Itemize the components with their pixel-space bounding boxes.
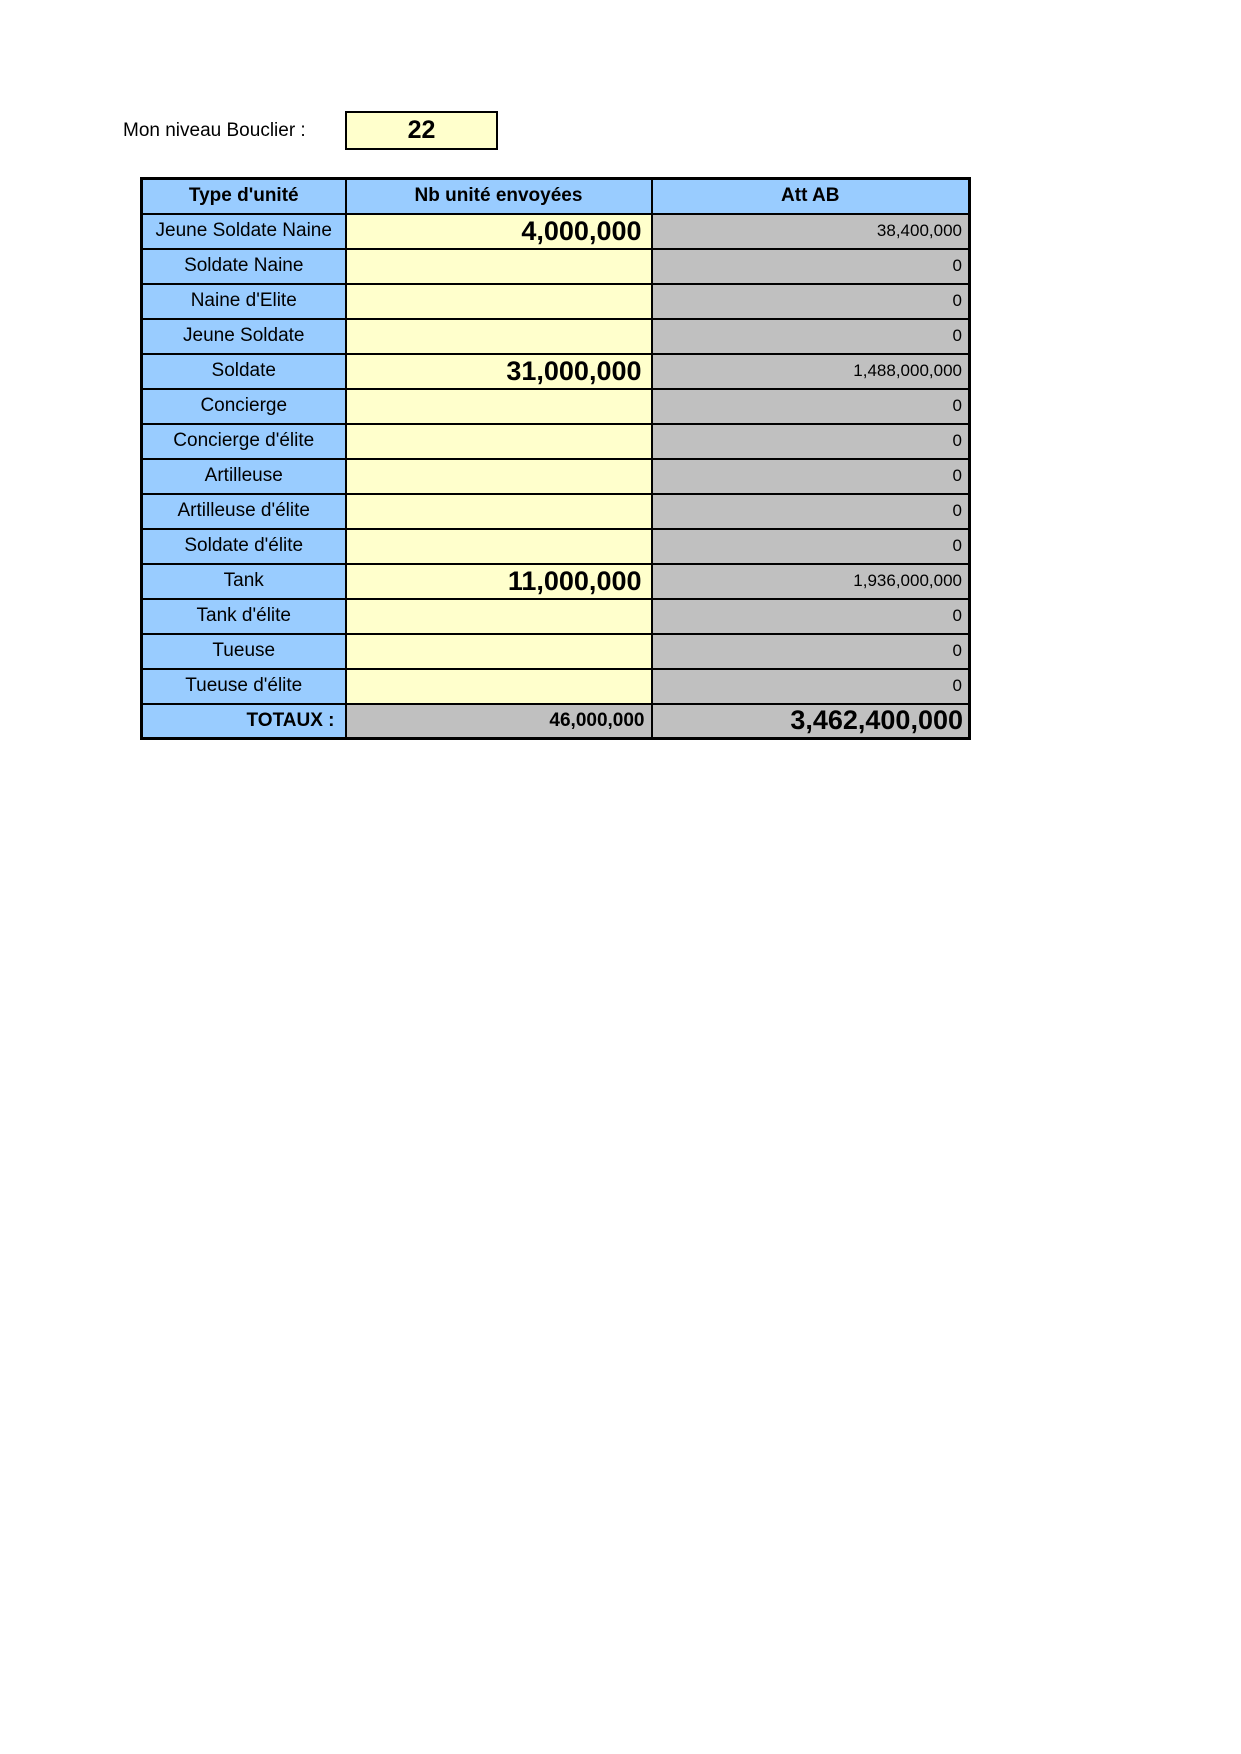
table-row — [142, 249, 970, 284]
units-sent-cell[interactable] — [346, 249, 652, 284]
table-row — [142, 459, 970, 494]
table-row — [142, 214, 970, 249]
unit-type-cell: Soldate d'élite — [142, 529, 346, 564]
unit-type-cell: Soldate — [142, 354, 346, 389]
col-header-att-ab: Att AB — [652, 179, 970, 214]
units-sent-cell[interactable] — [346, 319, 652, 354]
table-row — [142, 564, 970, 599]
unit-type-cell: Tank — [142, 564, 346, 599]
unit-type-cell: Concierge d'élite — [142, 424, 346, 459]
units-sent-cell[interactable]: 31,000,000 — [346, 354, 652, 389]
units-sent-cell[interactable] — [346, 494, 652, 529]
att-ab-cell: 0 — [652, 634, 970, 669]
col-header-unit-type: Type d'unité — [142, 179, 346, 214]
units-sent-cell[interactable] — [346, 424, 652, 459]
units-sent-cell[interactable] — [346, 529, 652, 564]
att-ab-cell: 0 — [652, 459, 970, 494]
totals-row — [142, 704, 970, 739]
units-sent-cell[interactable]: 4,000,000 — [346, 214, 652, 249]
unit-type-cell: Jeune Soldate Naine — [142, 214, 346, 249]
units-sent-cell[interactable] — [346, 634, 652, 669]
unit-type-cell: Tueuse — [142, 634, 346, 669]
table-row — [142, 529, 970, 564]
units-sent-cell[interactable] — [346, 389, 652, 424]
units-sent-cell[interactable] — [346, 459, 652, 494]
att-ab-cell: 0 — [652, 424, 970, 459]
unit-type-cell: Tueuse d'élite — [142, 669, 346, 704]
unit-type-cell: Artilleuse — [142, 459, 346, 494]
table-row — [142, 354, 970, 389]
col-header-units-sent: Nb unité envoyées — [346, 179, 652, 214]
unit-type-cell: Naine d'Elite — [142, 284, 346, 319]
att-ab-cell: 0 — [652, 389, 970, 424]
unit-type-cell: Artilleuse d'élite — [142, 494, 346, 529]
table-row — [142, 389, 970, 424]
units-sent-cell[interactable] — [346, 599, 652, 634]
att-ab-cell: 0 — [652, 319, 970, 354]
att-ab-cell: 0 — [652, 599, 970, 634]
att-ab-cell: 1,936,000,000 — [652, 564, 970, 599]
unit-type-cell: Jeune Soldate — [142, 319, 346, 354]
totals-units-sent: 46,000,000 — [346, 704, 652, 739]
att-ab-cell: 0 — [652, 284, 970, 319]
units-table — [140, 177, 971, 740]
unit-type-cell: Concierge — [142, 389, 346, 424]
att-ab-cell: 38,400,000 — [652, 214, 970, 249]
att-ab-cell: 1,488,000,000 — [652, 354, 970, 389]
table-row — [142, 494, 970, 529]
header-row — [142, 179, 970, 214]
table-row — [142, 634, 970, 669]
units-sent-cell[interactable]: 11,000,000 — [346, 564, 652, 599]
att-ab-cell: 0 — [652, 494, 970, 529]
table-row — [142, 669, 970, 704]
table-row — [142, 424, 970, 459]
table-row — [142, 599, 970, 634]
table-row — [142, 284, 970, 319]
att-ab-cell: 0 — [652, 249, 970, 284]
totals-att-ab: 3,462,400,000 — [652, 704, 970, 739]
shield-level-input[interactable]: 22 — [345, 111, 498, 150]
shield-level-label: Mon niveau Bouclier : — [123, 120, 306, 141]
unit-type-cell: Soldate Naine — [142, 249, 346, 284]
table-row — [142, 319, 970, 354]
units-sent-cell[interactable] — [346, 669, 652, 704]
units-sent-cell[interactable] — [346, 284, 652, 319]
totals-label: TOTAUX : — [142, 704, 346, 739]
att-ab-cell: 0 — [652, 669, 970, 704]
unit-type-cell: Tank d'élite — [142, 599, 346, 634]
att-ab-cell: 0 — [652, 529, 970, 564]
